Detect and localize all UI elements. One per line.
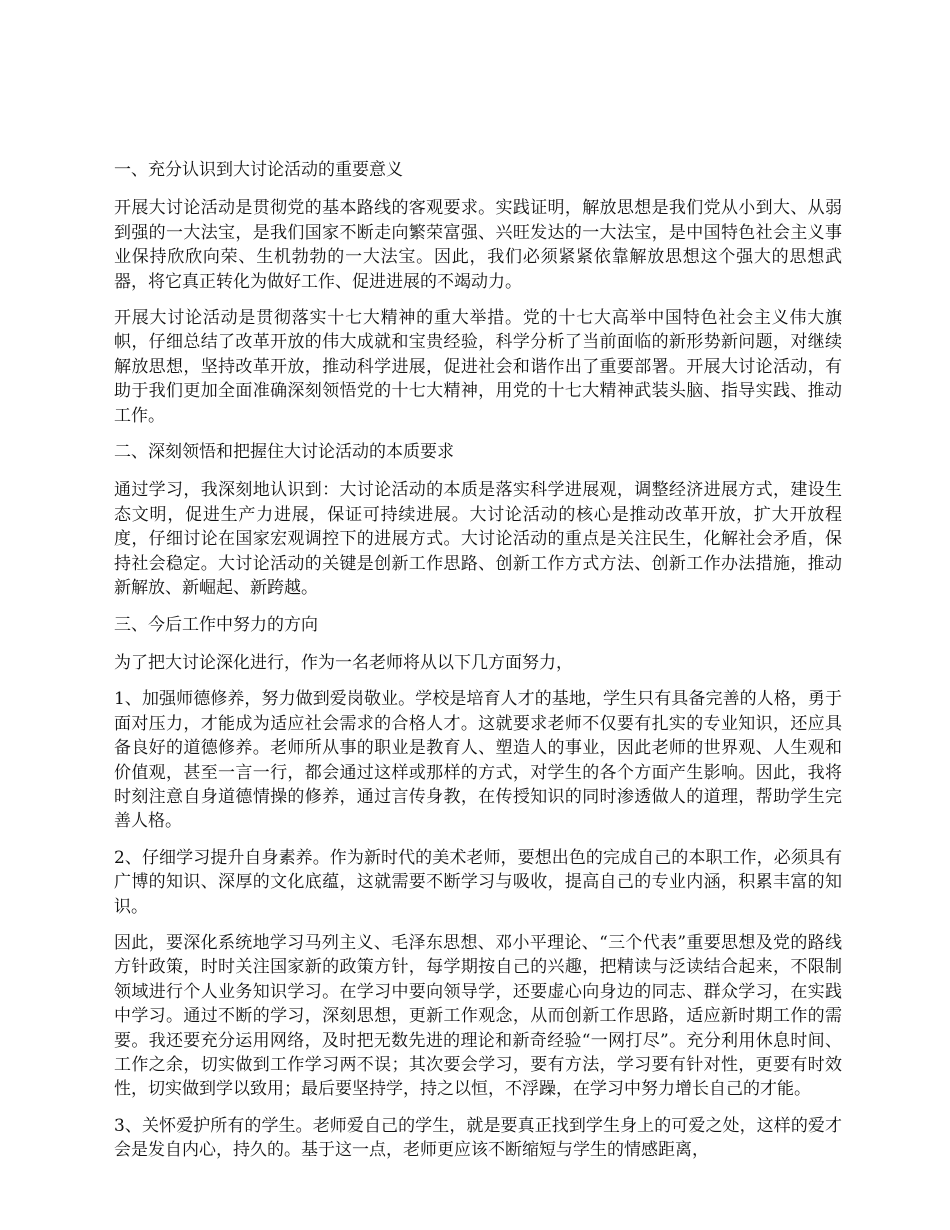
section-heading-1: 一、充分认识到大讨论活动的重要意义 (114, 160, 403, 180)
paragraph: 为了把大讨论深化进行，作为一名老师将从以下几方面努力， (114, 652, 573, 673)
paragraph: 1、加强师德修养，努力做到爱岗敬业。学校是培育人才的基地，学生只有具备完善的人格，勇于面对压力，才能成为适应社会需求的合格人才。这就要求老师不仅要有扎实的专业知识，还应具备良好的道德修养。老师所从事的职业是教育人、塑造人的事业，因此老师的世界观、人生观和价值观，甚至一言一行，都会通过这样或那样的方式，对学生的各个方面产生影响。因此，我将时刻注意自身道德情操的修养，通过言传身教，在传授知识的同时渗透做人的道理，帮助学生完善人格。 (114, 689, 842, 832)
paragraph: 开展大讨论活动是贯彻落实十七大精神的重大举措。党的十七大高举中国特色社会主义伟大旗帜，仔细总结了改革开放的伟大成就和宝贵经验，科学分析了当前面临的新形势新问题，对继续解放思想，坚持改革开放，推动科学进展，促进社会和谐作出了重要部署。开展大讨论活动，有助于我们更加全面准确深刻领悟党的十七大精神，用党的十七大精神武装头脑、指导实践、推动工作。 (114, 308, 842, 426)
section-heading-3: 三、今后工作中努力的方向 (114, 614, 318, 635)
section-heading-2: 二、深刻领悟和把握住大讨论活动的本质要求 (114, 442, 454, 463)
paragraph: 开展大讨论活动是贯彻党的基本路线的客观要求。实践证明，解放思想是我们党从小到大、从弱到强的一大法宝，是我们国家不断走向繁荣富强、兴旺发达的一大法宝，是中国特色社会主义事业保持欣欣向荣、生机勃勃的一大法宝。因此，我们必须紧紧依靠解放思想这个强大的思想武器，将它真正转化为做好工作、促进进展的不竭动力。 (114, 198, 842, 292)
paragraph: 因此，要深化系统地学习马列主义、毛泽东思想、邓小平理论、“三个代表”重要思想及党的路线方针政策，时时关注国家新的政策方针，每学期按自己的兴趣，把精读与泛读结合起来，不限制领域进行个人业务知识学习。在学习中要向领导学，还要虚心向身边的同志、群众学习，在实践中学习。通过不断的学习，深刻思想，更新工作观念，从而创新工作思路，适应新时期工作的需要。我还要充分运用网络，及时把无数先进的理论和新奇经验“一网打尽”。充分利用休息时间、工作之余，切实做到工作学习两不误；其次要会学习，要有方法，学习要有针对性，更要有时效性，切实做到学以致用；最后要坚持学，持之以恒，不浮躁，在学习中努力增长自己的才能。 (114, 932, 842, 1100)
document-page (114, 158, 842, 1175)
paragraph: 通过学习，我深刻地认识到：大讨论活动的本质是落实科学进展观，调整经济进展方式，建设生态文明，促进生产力进展，保证可持续进展。大讨论活动的核心是推动改革开放，扩大开放程度，仔细讨论在国家宏观调控下的进展方式。大讨论活动的重点是关注民生，化解社会矛盾，保持社会稳定。大讨论活动的关键是创新工作思路、创新工作方式方法、创新工作办法措施，推动新解放、新崛起、新跨越。 (114, 480, 842, 599)
paragraph: 3、关怀爱护所有的学生。老师爱自己的学生，就是要真正找到学生身上的可爱之处，这样的爱才会是发自内心，持久的。基于这一点，老师更应该不断缩短与学生的情感距离， (114, 1115, 842, 1161)
paragraph: 2、仔细学习提升自身素养。作为新时代的美术老师，要想出色的完成自己的本职工作，必须具有广博的知识、深厚的文化底蕴，这就需要不断学习与吸收，提高自己的专业内涵，积累丰富的知识。 (114, 847, 842, 917)
